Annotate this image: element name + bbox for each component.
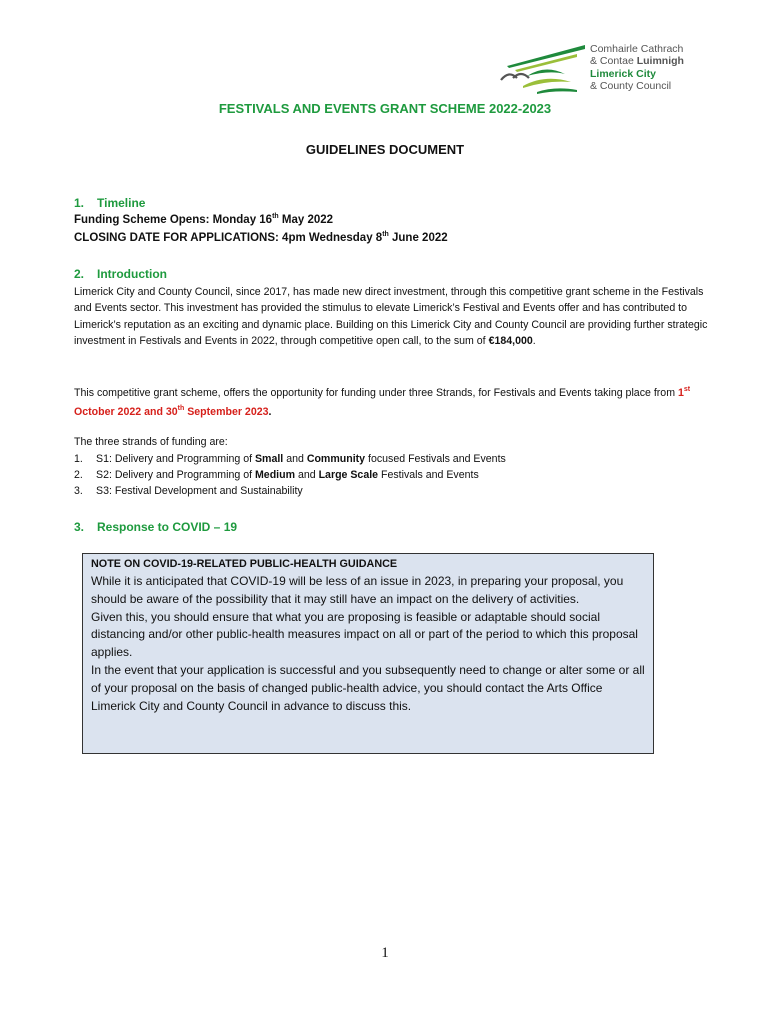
list-text: S2: Delivery and Programming of	[96, 469, 255, 481]
ordinal-suffix: st	[683, 386, 691, 393]
ordinal-suffix: th	[177, 405, 185, 413]
timeline-opens	[74, 213, 333, 226]
logo-line-1: Comhairle Cathrach	[590, 43, 684, 55]
logo-line-2-bold: Luimnigh	[636, 54, 684, 67]
list-text: and	[295, 469, 319, 481]
end-date-day: 30	[165, 406, 178, 419]
note-paragraph-2: Given this, you should ensure that what you are proposing is feasible or adaptable should social distancing and/or other public-health measures impact on all or part of the period to which this proposal applies.	[91, 609, 638, 660]
section-title: Introduction	[97, 267, 167, 281]
section-title: Response to COVID – 19	[97, 520, 238, 534]
intro-end: .	[268, 406, 272, 419]
list-bold: Large Scale	[318, 469, 379, 481]
start-date-month: October 2022	[74, 406, 142, 419]
section-number: 1.	[74, 196, 85, 210]
list-text: Festivals and Events	[378, 469, 479, 481]
funding-amount: €184,000	[488, 335, 533, 348]
intro-paragraph-2	[74, 382, 714, 421]
timeline-closing-month: June 2022	[388, 232, 448, 244]
section-title: Timeline	[97, 196, 146, 210]
note-paragraph-3: In the event that your application is successful and you subsequently need to change or alter some or all of your proposal on the basis of changed public-health advice, you should contact the Arts Office Limerick City and County Council in advance to discuss this.	[91, 662, 645, 713]
list-bold: Medium	[254, 469, 296, 481]
logo-wordmark	[590, 44, 684, 92]
date-connector: and	[141, 406, 166, 419]
list-item	[74, 469, 479, 481]
start-date-day: 1	[677, 387, 684, 399]
timeline-opens-text: Funding Scheme Opens: Monday 16	[74, 214, 273, 226]
end-date	[166, 406, 269, 418]
list-item	[74, 485, 303, 497]
list-bold: Small	[254, 453, 284, 465]
note-paragraph-1: While it is anticipated that COVID-19 will be less of an issue in 2023, in preparing your proposal, you should be aware of the possibility that it may still have an impact on the delivery of activities.	[91, 574, 624, 606]
timeline-closing	[74, 231, 448, 244]
document-title: FESTIVALS AND EVENTS GRANT SCHEME 2022-2023	[218, 101, 552, 116]
intro-paragraph-1	[74, 284, 714, 350]
council-emblem-icon	[497, 40, 589, 98]
list-number: 3.	[74, 485, 83, 497]
ordinal-suffix: th	[382, 231, 389, 238]
covid-note-box	[82, 553, 654, 754]
section-number: 3.	[74, 520, 85, 534]
list-number: 2.	[74, 469, 83, 481]
list-text: focused Festivals and Events	[365, 453, 506, 465]
section-heading-timeline	[74, 196, 145, 210]
list-text: and	[283, 453, 307, 465]
intro-text: Limerick City and County Council, since 2017, has made new direct investment, through this competitive grant scheme in the Festivals and Events sector. This investment has provided the stimulus to elevate Limerick’s Festival and Events offer and has contributed to Limerick’s reputation as an exciting and dynamic place. Building on this Limerick City and County Council are providing further strategic investment in Festivals and Events in 2022, through competitive open call, to the sum of	[74, 286, 708, 348]
section-heading-covid	[74, 520, 237, 534]
logo-line-3: Limerick City	[590, 68, 656, 80]
timeline-closing-text: CLOSING DATE FOR APPLICATIONS: 4pm Wednesday 8	[74, 232, 383, 244]
list-item	[74, 453, 506, 465]
list-number: 1.	[74, 453, 83, 465]
note-heading: NOTE ON COVID-19-RELATED PUBLIC-HEALTH GUIDANCE	[91, 558, 398, 570]
list-text: S1: Delivery and Programming of	[96, 453, 255, 465]
document-subtitle: GUIDELINES DOCUMENT	[305, 142, 465, 157]
logo-line-4: & County Council	[590, 79, 672, 92]
logo-line-2-prefix: & Contae	[590, 54, 637, 67]
section-number: 2.	[74, 267, 85, 281]
intro-end: .	[532, 335, 536, 348]
timeline-opens-month: May 2022	[278, 214, 334, 226]
page-number: 1	[381, 945, 389, 961]
list-text: S3: Festival Development and Sustainability	[96, 485, 303, 497]
strands-intro: The three strands of funding are:	[74, 436, 228, 448]
intro-text: This competitive grant scheme, offers the opportunity for funding under three Strands, for Festivals and Events taking place from	[74, 387, 678, 399]
end-date-month: September 2023	[184, 406, 269, 419]
ordinal-suffix: th	[272, 213, 279, 220]
council-logo	[497, 40, 697, 98]
list-bold: Community	[306, 453, 366, 465]
section-heading-introduction	[74, 267, 167, 281]
